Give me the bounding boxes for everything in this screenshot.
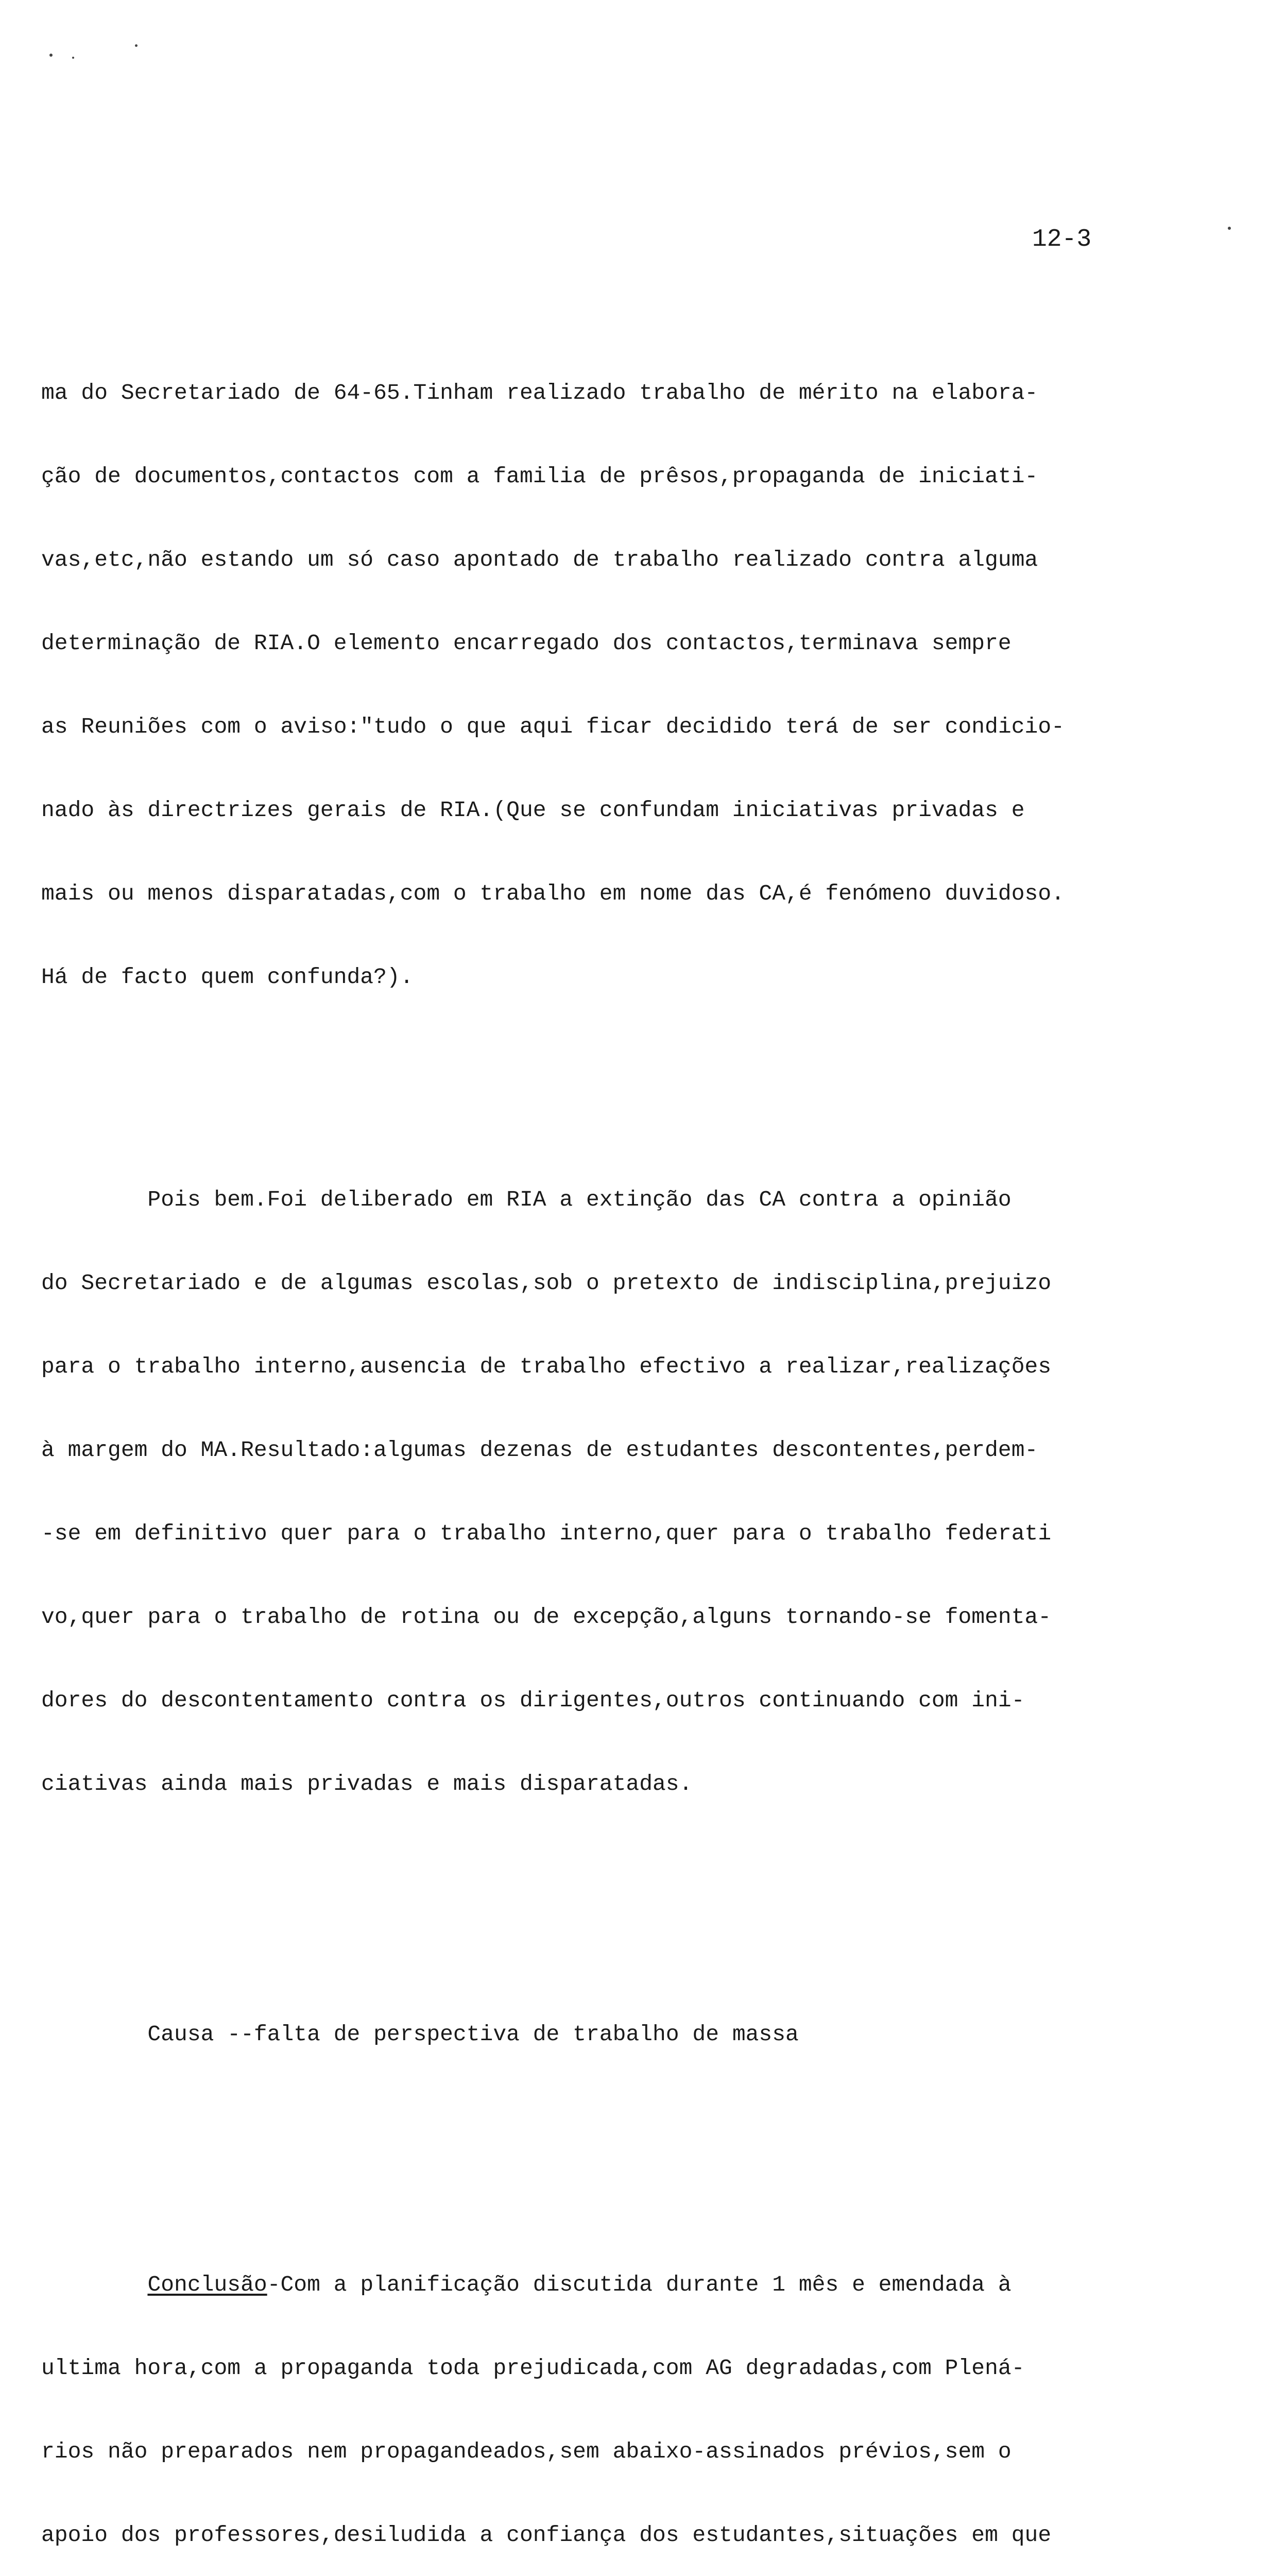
text-line: ultima hora,com a propaganda toda prejudicada,com AG degradadas,com Plená- — [41, 2355, 1025, 2381]
text-line: para o trabalho interno,ausencia de trabalho efectivo a realizar,realizações — [41, 1354, 1052, 1379]
text-line: vas,etc,não estando um só caso apontado de trabalho realizado contra alguma — [41, 547, 1038, 572]
conclusion-paragraph — [41, 2215, 1257, 2576]
text-line: ção de documentos,contactos com a familia de prêsos,propaganda de iniciati- — [41, 464, 1038, 489]
text-line: rios não preparados nem propagandeados,sem abaixo-assinados prévios,sem o — [41, 2439, 1011, 2464]
text-line: as Reuniões com o aviso:"tudo o que aqui ficar decidido terá de ser condicio- — [41, 714, 1065, 739]
text-line: determinação de RIA.O elemento encarregado dos contactos,terminava sempre — [41, 631, 1011, 656]
text-line: ciativas ainda mais privadas e mais disparatadas. — [41, 1771, 693, 1797]
spacer — [41, 1937, 1257, 1965]
spacer — [41, 2104, 1257, 2132]
text-line: à margem do MA.Resultado:algumas dezenas de estudantes descontentes,perdem- — [41, 1437, 1038, 1463]
cause-line: Causa --falta de perspectiva de trabalho de massa — [41, 2022, 799, 2047]
scan-speck — [135, 44, 138, 47]
paragraph — [41, 324, 1257, 1047]
text-line: apoio dos professores,desiludida a confiança dos estudantes,situações em que — [41, 2522, 1052, 2548]
text-line: nado às directrizes gerais de RIA.(Que se confundam iniciativas privadas e — [41, 798, 1025, 823]
indent — [41, 2272, 147, 2297]
text-line: do Secretariado e de algumas escolas,sob o pretexto de indisciplina,prejuizo — [41, 1270, 1052, 1296]
text-line — [41, 2271, 1257, 2299]
conclusion-text: -Com a planificação discutida durante 1 mês e emendada à — [267, 2272, 1011, 2297]
page-number: 12-3 — [1032, 226, 1092, 253]
text-line: Há de facto quem confunda?). — [41, 964, 414, 990]
text-line: -se em definitivo quer para o trabalho interno,quer para o trabalho federati — [41, 1521, 1052, 1546]
text-line: ma do Secretariado de 64-65.Tinham realizado trabalho de mérito na elabora- — [41, 380, 1038, 405]
scan-speck — [1228, 227, 1231, 230]
document-body — [41, 268, 1257, 2576]
text-line: dores do descontentamento contra os dirigentes,outros continuando com ini- — [41, 1688, 1025, 1713]
text-line: vo,quer para o trabalho de rotina ou de excepção,alguns tornando-se fomenta- — [41, 1604, 1052, 1630]
scan-speck — [49, 54, 53, 57]
scan-speck — [72, 57, 74, 59]
paragraph — [41, 1130, 1257, 1854]
conclusion-label: Conclusão — [147, 2272, 267, 2297]
text-line: Pois bem.Foi deliberado em RIA a extinção das CA contra a opinião — [41, 1187, 1011, 1212]
text-line: mais ou menos disparatadas,com o trabalho em nome das CA,é fenómeno duvidoso. — [41, 881, 1065, 906]
